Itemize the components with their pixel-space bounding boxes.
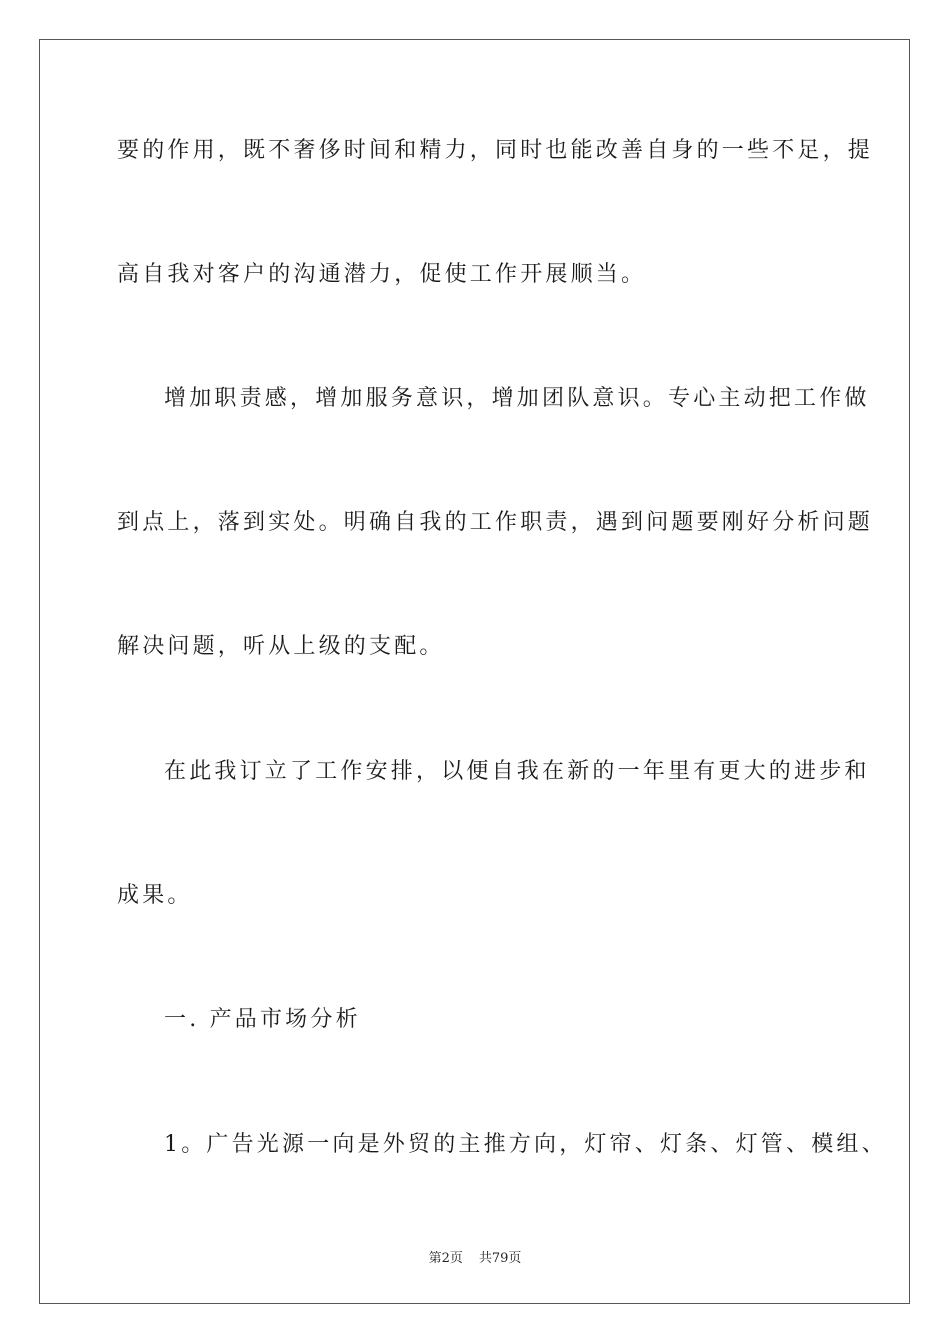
body-text-line: 1。广告光源一向是外贸的主推方向，灯帘、灯条、灯管、模组、 xyxy=(164,1132,887,1157)
body-text-line: 到点上，落到实处。明确自我的工作职责，遇到问题要刚好分析问题 xyxy=(117,510,874,535)
body-text-line: 要的作用，既不奢侈时间和精力，同时也能改善自身的一些不足，提 xyxy=(117,138,874,163)
body-text-line: 在此我订立了工作安排，以便自我在新的一年里有更大的进步和 xyxy=(164,759,870,784)
total-pages: 共79页 xyxy=(478,1251,522,1266)
body-text-line: 解决问题，听从上级的支配。 xyxy=(117,634,445,659)
page-number: 第2页 xyxy=(428,1251,463,1266)
section-heading: 一. 产品市场分析 xyxy=(164,1007,361,1032)
body-text-line: 高自我对客户的沟通潜力，促使工作开展顺当。 xyxy=(117,262,647,287)
page-footer xyxy=(0,1247,950,1266)
body-text-line: 增加职责感，增加服务意识，增加团队意识。专心主动把工作做 xyxy=(164,386,870,411)
body-text-line: 成果。 xyxy=(117,883,193,908)
page-border xyxy=(39,39,910,1304)
